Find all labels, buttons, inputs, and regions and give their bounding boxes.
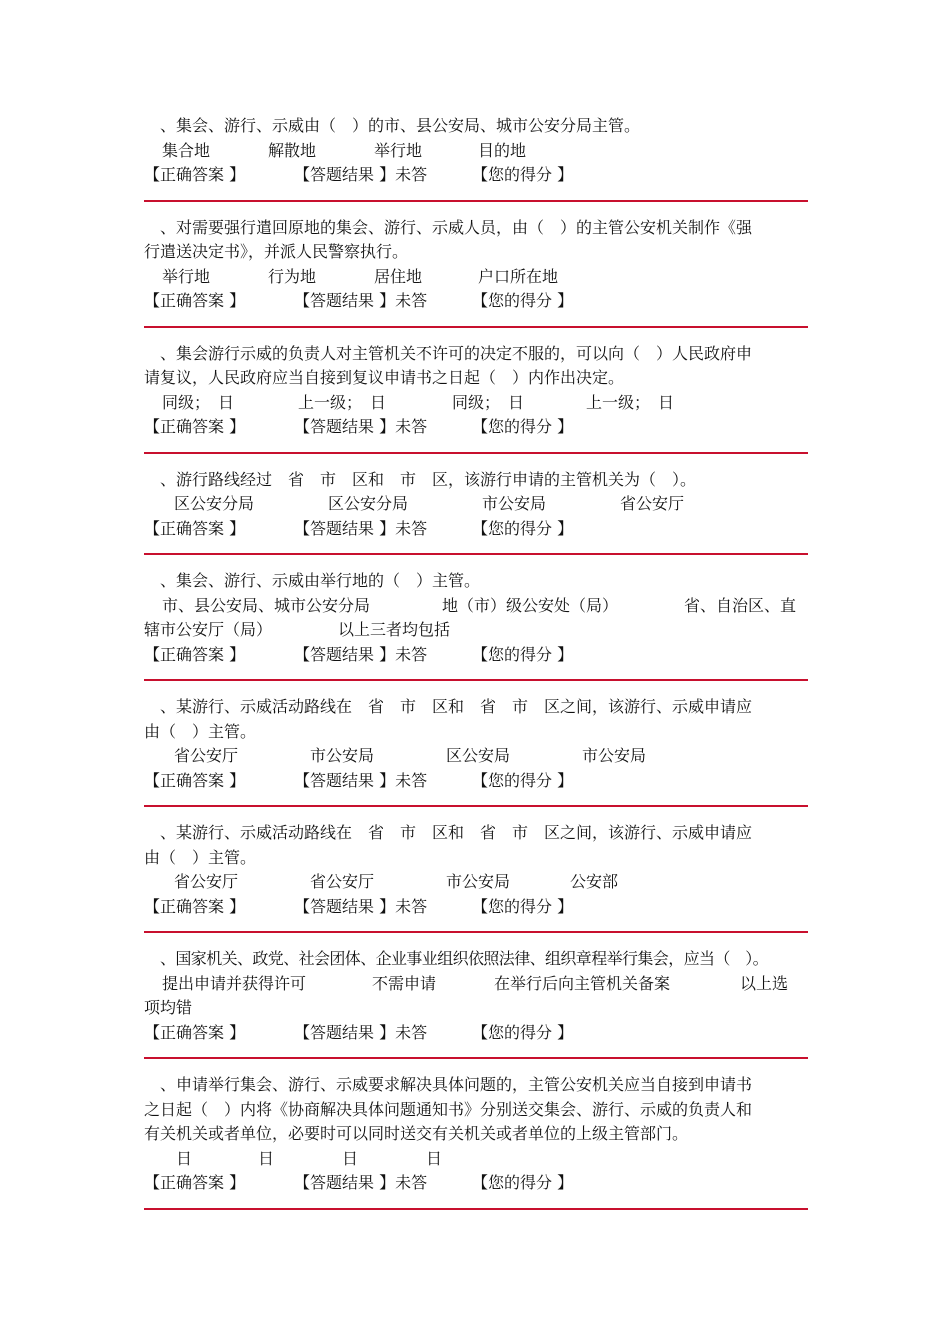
question-text: 、申请举行集会、游行、示威要求解决具体问题的，主管公安机关应当自接到申请书 [160, 1075, 753, 1094]
question-text: 请复议，人民政府应当自接到复议申请书之日起（ ）内作出决定。 [144, 368, 625, 387]
options-row [144, 870, 808, 895]
options-row [144, 1147, 808, 1172]
option[interactable]: 解散地 [268, 140, 317, 160]
option[interactable]: 省、自治区、直 [684, 595, 797, 615]
option[interactable]: 不需申请 [372, 973, 437, 993]
option[interactable]: 居住地 [374, 266, 423, 286]
options-row [144, 492, 808, 517]
correct-answer-label: 【正确答案 】 [144, 518, 246, 538]
option[interactable]: 省公安厅 [310, 872, 375, 891]
option[interactable]: 行为地 [268, 266, 317, 286]
result-row [144, 643, 808, 668]
answer-result-label: 【答题结果 】未答 [294, 417, 428, 436]
answer-result-label: 【答题结果 】未答 [294, 644, 428, 664]
score-label: 【您的得分 】 [472, 1022, 574, 1042]
correct-answer-label: 【正确答案 】 [144, 1173, 246, 1192]
question-item [144, 695, 808, 793]
question-text: 之日起（ ）内将《协商解决具体问题通知书》分别送交集会、游行、示威的负责人和 [144, 1099, 753, 1119]
option[interactable]: 日 [176, 1148, 193, 1168]
question-text: 、集会、游行、示威由举行地的（ ）主管。 [160, 571, 481, 590]
score-label: 【您的得分 】 [472, 417, 574, 436]
divider [144, 326, 808, 328]
option[interactable]: 户口所在地 [478, 266, 559, 286]
question-text: 由（ ）主管。 [144, 721, 257, 741]
option[interactable]: 区公安局 [446, 746, 511, 765]
divider [144, 452, 808, 454]
result-row [144, 517, 808, 542]
question-item [144, 216, 808, 314]
option[interactable]: 地（市）级公安处（局） [442, 595, 619, 615]
options-row [144, 265, 808, 290]
correct-answer-label: 【正确答案 】 [144, 644, 246, 664]
answer-result-label: 【答题结果 】未答 [294, 1022, 428, 1042]
question-item [144, 342, 808, 440]
result-row [144, 415, 808, 440]
option[interactable]: 区公安分局 [328, 494, 409, 513]
answer-result-label: 【答题结果 】未答 [294, 518, 428, 538]
options-row [144, 139, 808, 164]
option[interactable]: 省公安厅 [620, 494, 685, 513]
option[interactable]: 在举行后向主管机关备案 [494, 973, 671, 993]
option[interactable]: 同级； 日 [162, 392, 235, 412]
divider [144, 931, 808, 933]
option[interactable]: 市公安局 [446, 872, 511, 891]
correct-answer-label: 【正确答案 】 [144, 165, 246, 184]
divider [144, 1057, 808, 1059]
divider [144, 679, 808, 681]
option[interactable]: 上一级； 日 [298, 392, 387, 412]
option[interactable]: 提出申请并获得许可 [162, 973, 307, 993]
question-text: 、对需要强行遣回原地的集会、游行、示威人员，由（ ）的主管公安机关制作《强 [160, 217, 753, 237]
option[interactable]: 市公安局 [582, 746, 647, 765]
correct-answer-label: 【正确答案 】 [144, 896, 246, 916]
option[interactable]: 举行地 [162, 266, 211, 286]
option[interactable]: 以上选 [740, 973, 789, 993]
question-item [144, 468, 808, 542]
answer-result-label: 【答题结果 】未答 [294, 896, 428, 916]
option[interactable]: 省公安厅 [174, 872, 239, 891]
options-row [144, 972, 808, 997]
question-text: 、某游行、示威活动路线在 省 市 区和 省 市 区之间，该游行、示威申请应 [160, 697, 753, 716]
result-row [144, 163, 808, 188]
option[interactable]: 公安部 [570, 872, 619, 891]
score-label: 【您的得分 】 [472, 518, 574, 538]
correct-answer-label: 【正确答案 】 [144, 291, 246, 310]
question-text: 有关机关或者单位，必要时可以同时送交有关机关或者单位的上级主管部门。 [144, 1124, 689, 1143]
divider [144, 553, 808, 555]
option[interactable]: 日 [426, 1148, 443, 1168]
correct-answer-label: 【正确答案 】 [144, 1022, 246, 1042]
option[interactable]: 目的地 [478, 140, 527, 160]
question-text: 、集会、游行、示威由（ ）的市、县公安局、城市公安分局主管。 [160, 116, 641, 135]
option[interactable]: 区公安分局 [174, 494, 255, 513]
answer-result-label: 【答题结果 】未答 [294, 770, 428, 790]
option[interactable]: 日 [258, 1148, 275, 1168]
answer-result-label: 【答题结果 】未答 [294, 1173, 428, 1192]
answer-result-label: 【答题结果 】未答 [294, 291, 428, 310]
option[interactable]: 以上三者均包括 [338, 620, 451, 639]
question-text: 行遣送决定书》，并派人民警察执行。 [144, 242, 409, 261]
score-label: 【您的得分 】 [472, 291, 574, 310]
score-label: 【您的得分 】 [472, 770, 574, 790]
divider [144, 1208, 808, 1210]
option[interactable]: 省公安厅 [174, 746, 239, 765]
answer-result-label: 【答题结果 】未答 [294, 165, 428, 184]
score-label: 【您的得分 】 [472, 896, 574, 916]
options-row [144, 594, 808, 619]
correct-answer-label: 【正确答案 】 [144, 770, 246, 790]
option[interactable]: 上一级； 日 [586, 392, 675, 412]
correct-answer-label: 【正确答案 】 [144, 417, 246, 436]
options-row [144, 391, 808, 416]
divider [144, 200, 808, 202]
option[interactable]: 项均错 [144, 998, 193, 1017]
question-text: 、某游行、示威活动路线在 省 市 区和 省 市 区之间，该游行、示威申请应 [160, 823, 753, 842]
question-item [144, 569, 808, 667]
result-row [144, 895, 808, 920]
option[interactable]: 日 [342, 1148, 359, 1168]
option[interactable]: 集合地 [162, 140, 211, 160]
options-row [144, 618, 808, 643]
question-item [144, 947, 808, 1045]
option[interactable]: 市公安局 [482, 494, 547, 513]
option[interactable]: 市、县公安局、城市公安分局 [162, 595, 371, 615]
question-text: 、集会游行示威的负责人对主管机关不许可的决定不服的，可以向（ ）人民政府申 [160, 343, 753, 363]
question-text: 、国家机关、政党、社会团体、企业事业组织依照法律、组织章程举行集会，应当（ ）。 [160, 949, 769, 968]
question-list [144, 114, 808, 1224]
result-row [144, 769, 808, 794]
question-item [144, 821, 808, 919]
score-label: 【您的得分 】 [472, 644, 574, 664]
question-item [144, 1073, 808, 1196]
option[interactable]: 市公安局 [310, 746, 375, 765]
result-row [144, 289, 808, 314]
option[interactable]: 同级； 日 [452, 392, 525, 412]
result-row [144, 1021, 808, 1046]
option[interactable]: 辖市公安厅（局） [144, 620, 273, 639]
options-row [144, 996, 808, 1021]
option[interactable]: 举行地 [374, 140, 423, 160]
options-row [144, 744, 808, 769]
result-row [144, 1171, 808, 1196]
score-label: 【您的得分 】 [472, 165, 574, 184]
score-label: 【您的得分 】 [472, 1173, 574, 1192]
question-text: 由（ ）主管。 [144, 847, 257, 867]
divider [144, 805, 808, 807]
question-text: 、游行路线经过 省 市 区和 市 区，该游行申请的主管机关为（ ）。 [160, 469, 697, 489]
question-item [144, 114, 808, 188]
